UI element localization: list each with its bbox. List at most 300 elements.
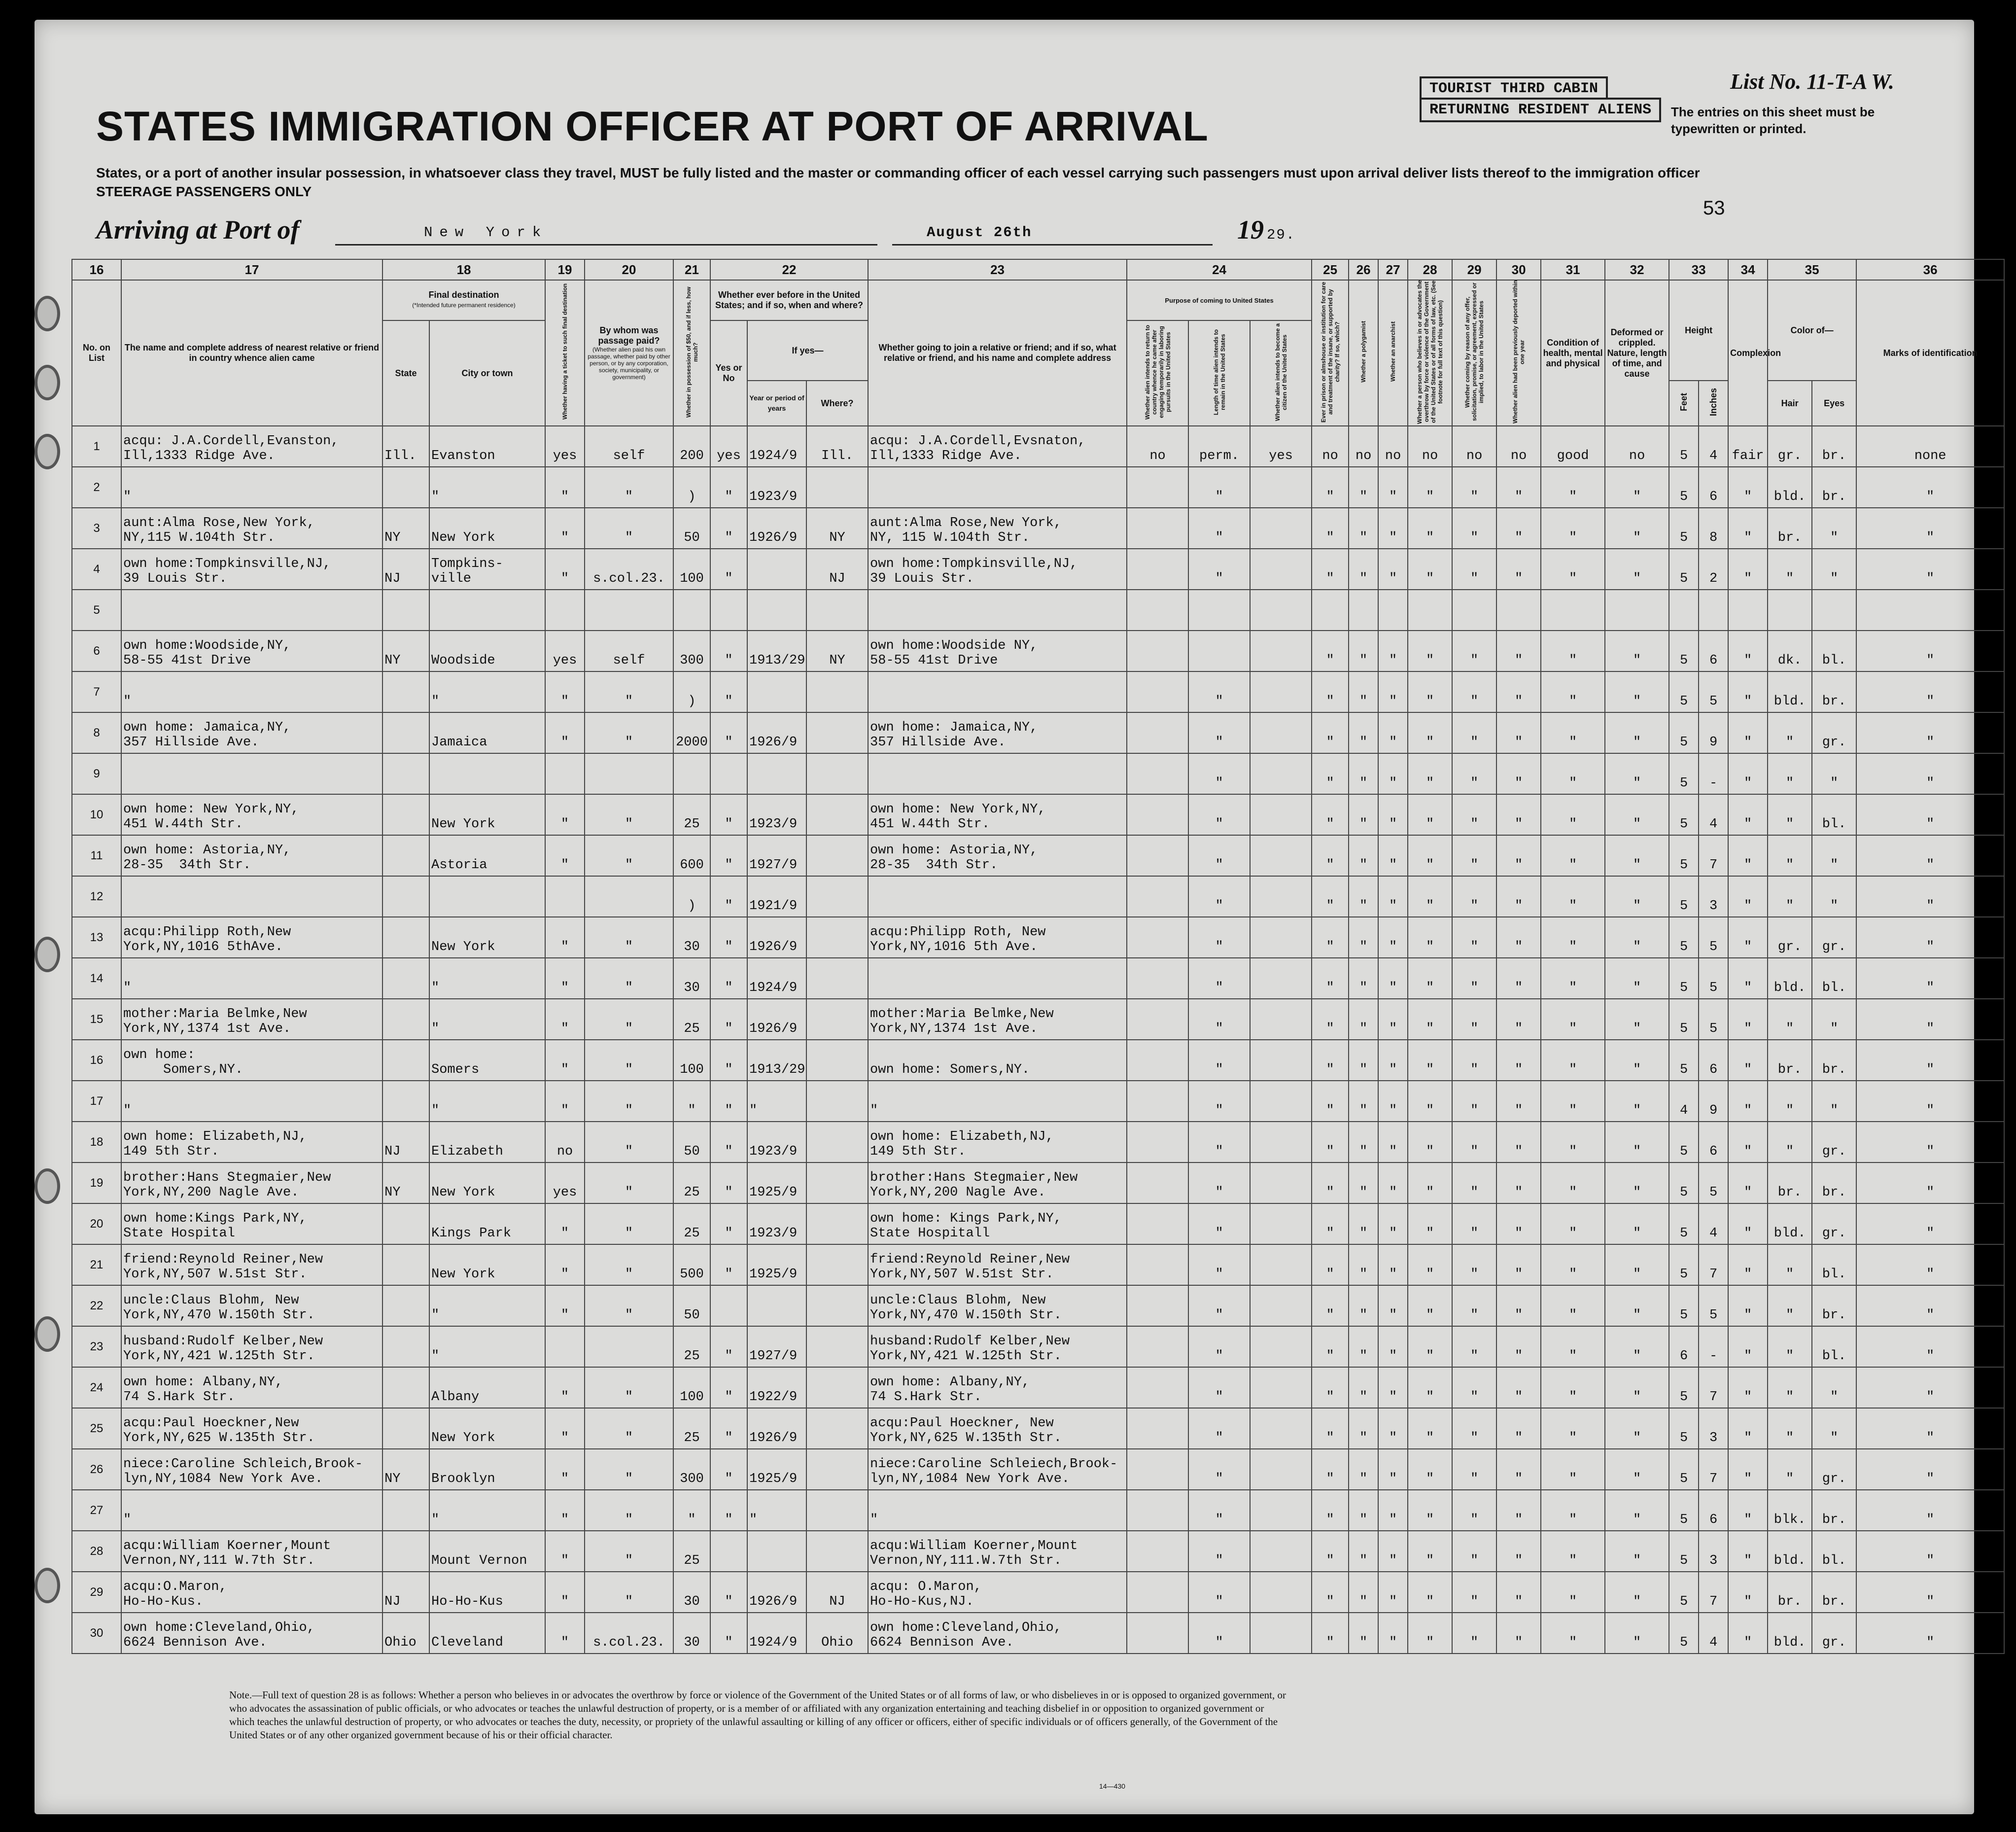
paid-by-label: By whom was passage paid? — [598, 325, 660, 346]
year-prefix: 19 — [1237, 215, 1264, 245]
colnum: 20 — [585, 259, 673, 280]
relative-cell: brother:Hans Stegmaier,New York,NY,200 Nagle Ave. — [121, 1163, 382, 1203]
purpose-citizen-cell — [1250, 1244, 1312, 1285]
height-inches-cell: 7 — [1699, 835, 1728, 876]
ticket-cell: " — [545, 1531, 585, 1572]
header-deformed: Deformed or crippled. Nature, length of time, and cause — [1605, 280, 1669, 426]
deported-cell: " — [1496, 1367, 1541, 1408]
before-where-cell — [806, 835, 868, 876]
marks-cell: " — [1856, 1531, 2004, 1572]
deformed-cell: " — [1605, 958, 1669, 999]
header-purpose-b — [1188, 320, 1250, 426]
joining-cell: acqu: O.Maron, Ho-Ho-Kus,NJ. — [868, 1572, 1127, 1613]
table-row — [72, 1367, 2004, 1408]
paid-by-cell — [585, 876, 673, 917]
relative-cell: own home: Somers,NY. — [121, 1040, 382, 1081]
form-number: 14—430 — [1099, 1782, 1125, 1790]
ticket-cell: " — [545, 1285, 585, 1326]
state-cell: NJ — [382, 1122, 429, 1163]
hair-cell: gr. — [1768, 917, 1812, 958]
purpose-return-cell — [1127, 876, 1188, 917]
polygamist-cell: " — [1349, 671, 1378, 712]
purpose-citizen-cell — [1250, 835, 1312, 876]
height-inches-cell: 8 — [1699, 508, 1728, 549]
complexion-cell: " — [1728, 1408, 1768, 1449]
purpose-return-cell — [1127, 712, 1188, 753]
relative-cell: acqu:O.Maron, Ho-Ho-Kus. — [121, 1572, 382, 1613]
state-cell — [382, 1040, 429, 1081]
height-inches-cell: 6 — [1699, 467, 1728, 508]
header-deported — [1496, 280, 1541, 426]
ticket-cell — [545, 1326, 585, 1367]
table-row — [72, 508, 2004, 549]
relative-cell: husband:Rudolf Kelber,New York,NY,421 W.125th Str. — [121, 1326, 382, 1367]
before-yes-no-cell: " — [710, 712, 747, 753]
relative-cell: aunt:Alma Rose,New York, NY,115 W.104th Str. — [121, 508, 382, 549]
prison-cell: " — [1312, 1326, 1349, 1367]
condition-cell: " — [1541, 794, 1605, 835]
before-yes-no-cell: " — [710, 1203, 747, 1244]
state-cell: NY — [382, 1163, 429, 1203]
table-row — [72, 835, 2004, 876]
paid-by-cell — [585, 590, 673, 631]
prison-cell: " — [1312, 1613, 1349, 1654]
purpose-citizen-cell — [1250, 1449, 1312, 1490]
complexion-cell: " — [1728, 958, 1768, 999]
city-cell: Cleveland — [429, 1613, 545, 1654]
hair-cell: br. — [1768, 1572, 1812, 1613]
prison-cell: " — [1312, 1244, 1349, 1285]
ticket-cell: " — [545, 1040, 585, 1081]
header-purpose-a — [1127, 320, 1188, 426]
offer-cell: " — [1452, 1408, 1496, 1449]
binder-hole — [35, 1568, 60, 1603]
purpose-return-cell — [1127, 1244, 1188, 1285]
complexion-cell: " — [1728, 753, 1768, 794]
table-row — [72, 1408, 2004, 1449]
condition-cell: " — [1541, 712, 1605, 753]
deported-cell: " — [1496, 1449, 1541, 1490]
condition-cell: " — [1541, 1490, 1605, 1531]
overthrow-cell: " — [1408, 958, 1452, 999]
polygamist-cell: " — [1349, 467, 1378, 508]
anarchist-cell: " — [1378, 794, 1408, 835]
state-cell — [382, 467, 429, 508]
money-cell: 2000 — [673, 712, 710, 753]
money-cell: ) — [673, 467, 710, 508]
purpose-return-cell — [1127, 1490, 1188, 1531]
paid-by-cell: " — [585, 999, 673, 1040]
marks-cell: " — [1856, 1163, 2004, 1203]
colnum: 23 — [868, 259, 1127, 280]
table-row — [72, 1203, 2004, 1244]
entries-note: The entries on this sheet must be typewritten or printed. — [1671, 105, 1875, 136]
purpose-return-cell — [1127, 917, 1188, 958]
money-cell — [673, 753, 710, 794]
relative-cell: own home: Astoria,NY, 28-35 34th Str. — [121, 835, 382, 876]
paid-by-cell: " — [585, 1285, 673, 1326]
height-inches-cell: 7 — [1699, 1367, 1728, 1408]
eyes-cell: " — [1812, 1081, 1856, 1122]
deported-cell: " — [1496, 1531, 1541, 1572]
before-where-cell: NJ — [806, 549, 868, 590]
relative-cell: acqu:Philipp Roth,New York,NY,1016 5thAve. — [121, 917, 382, 958]
purpose-citizen-cell — [1250, 1081, 1312, 1122]
height-inches-cell: 6 — [1699, 1490, 1728, 1531]
deported-cell: " — [1496, 712, 1541, 753]
city-cell: " — [429, 999, 545, 1040]
hair-cell: " — [1768, 876, 1812, 917]
paid-by-cell: s.col.23. — [585, 549, 673, 590]
before-year-cell: 1922/9 — [747, 1367, 806, 1408]
purpose-return-cell — [1127, 1367, 1188, 1408]
ticket-cell — [545, 753, 585, 794]
row-number: 13 — [72, 917, 121, 958]
condition-cell — [1541, 590, 1605, 631]
purpose-citizen-cell — [1250, 999, 1312, 1040]
header-complexion: Complexion — [1728, 280, 1768, 426]
deported-cell: " — [1496, 1081, 1541, 1122]
height-feet-cell: 5 — [1669, 1203, 1699, 1244]
colnum: 24 — [1127, 259, 1312, 280]
relative-cell: niece:Caroline Schleich,Brook- lyn,NY,1084 New York Ave. — [121, 1449, 382, 1490]
purpose-citizen-cell — [1250, 1163, 1312, 1203]
anarchist-cell: " — [1378, 1081, 1408, 1122]
overthrow-cell: " — [1408, 876, 1452, 917]
complexion-cell: " — [1728, 671, 1768, 712]
ticket-cell: " — [545, 1613, 585, 1654]
hair-cell: " — [1768, 794, 1812, 835]
relative-cell: own home: Elizabeth,NJ, 149 5th Str. — [121, 1122, 382, 1163]
before-year-cell: 1923/9 — [747, 467, 806, 508]
deformed-cell — [1605, 590, 1669, 631]
header-before-us: Whether ever before in the United States; and if so, when and where? — [710, 280, 868, 320]
before-year-cell: 1926/9 — [747, 1408, 806, 1449]
city-cell: " — [429, 671, 545, 712]
joining-cell: acqu: J.A.Cordell,Evsnaton, Ill,1333 Ridge Ave. — [868, 426, 1127, 467]
before-where-cell: NY — [806, 508, 868, 549]
before-where-cell — [806, 1244, 868, 1285]
overthrow-cell: " — [1408, 1326, 1452, 1367]
purpose-c-label: Whether alien intends to become a citizen of the United States — [1274, 323, 1288, 421]
ticket-cell: " — [545, 1490, 585, 1531]
header-no-on-list: No. on List — [72, 280, 121, 426]
overthrow-cell: no — [1408, 426, 1452, 467]
deformed-cell: " — [1605, 753, 1669, 794]
prison-cell: " — [1312, 958, 1349, 999]
complexion-cell: " — [1728, 1244, 1768, 1285]
height-feet-cell: 5 — [1669, 958, 1699, 999]
marks-cell: " — [1856, 1326, 2004, 1367]
offer-cell: " — [1452, 631, 1496, 671]
colnum: 36 — [1856, 259, 2004, 280]
height-inches-cell: 6 — [1699, 1122, 1728, 1163]
hair-cell: " — [1768, 753, 1812, 794]
prison-cell: " — [1312, 794, 1349, 835]
eyes-cell: " — [1812, 1408, 1856, 1449]
colnum: 27 — [1378, 259, 1408, 280]
height-inches-cell: 6 — [1699, 631, 1728, 671]
paid-by-cell: " — [585, 1449, 673, 1490]
prison-cell: " — [1312, 1040, 1349, 1081]
money-cell: 100 — [673, 1367, 710, 1408]
marks-cell: " — [1856, 1613, 2004, 1654]
prison-cell: " — [1312, 917, 1349, 958]
offer-cell: " — [1452, 1449, 1496, 1490]
header-money — [673, 280, 710, 426]
class-label-returning: RETURNING RESIDENT ALIENS — [1420, 98, 1661, 122]
prison-cell: " — [1312, 712, 1349, 753]
state-cell: Ohio — [382, 1613, 429, 1654]
deformed-cell: " — [1605, 876, 1669, 917]
marks-cell: " — [1856, 1449, 2004, 1490]
before-year-cell: 1926/9 — [747, 508, 806, 549]
hair-cell: " — [1768, 712, 1812, 753]
eyes-cell: " — [1812, 753, 1856, 794]
before-year-cell: 1923/9 — [747, 1122, 806, 1163]
overthrow-cell: " — [1408, 1572, 1452, 1613]
purpose-return-cell — [1127, 1285, 1188, 1326]
purpose-return-cell — [1127, 1040, 1188, 1081]
binder-hole — [35, 296, 60, 331]
condition-cell: " — [1541, 999, 1605, 1040]
header-final-destination — [382, 280, 545, 320]
state-cell — [382, 1490, 429, 1531]
paid-by-cell: " — [585, 712, 673, 753]
relative-cell: mother:Maria Belmke,New York,NY,1374 1st Ave. — [121, 999, 382, 1040]
before-where-cell — [806, 1163, 868, 1203]
overthrow-cell: " — [1408, 917, 1452, 958]
header-polygamist — [1349, 280, 1378, 426]
eyes-cell: " — [1812, 876, 1856, 917]
overthrow-cell: " — [1408, 549, 1452, 590]
condition-cell: " — [1541, 753, 1605, 794]
before-yes-no-cell: " — [710, 1040, 747, 1081]
eyes-cell: br. — [1812, 1490, 1856, 1531]
paid-by-cell: s.col.23. — [585, 1613, 673, 1654]
relative-cell: own home:Cleveland,Ohio, 6624 Bennison Ave. — [121, 1613, 382, 1654]
city-cell: New York — [429, 1408, 545, 1449]
header-inches — [1699, 381, 1728, 426]
before-yes-no-cell: " — [710, 631, 747, 671]
joining-cell — [868, 876, 1127, 917]
relative-cell: own home:Kings Park,NY, State Hospital — [121, 1203, 382, 1244]
steerage-label: STEERAGE PASSENGERS ONLY — [96, 184, 312, 199]
purpose-return-cell — [1127, 508, 1188, 549]
page-number: 53 — [1703, 197, 1725, 219]
height-feet-cell: 5 — [1669, 1244, 1699, 1285]
before-where-cell — [806, 1367, 868, 1408]
before-yes-no-cell: " — [710, 835, 747, 876]
overthrow-cell: " — [1408, 753, 1452, 794]
purpose-citizen-cell: yes — [1250, 426, 1312, 467]
condition-cell: " — [1541, 1449, 1605, 1490]
row-number: 25 — [72, 1408, 121, 1449]
purpose-a-label: Whether alien intends to return to country whence he came after engaging temporarily in laboring pursuits in the United States — [1144, 324, 1172, 420]
height-inches-cell: 3 — [1699, 1408, 1728, 1449]
row-number: 15 — [72, 999, 121, 1040]
deported-cell: " — [1496, 876, 1541, 917]
header-state: State — [382, 320, 429, 426]
anarchist-cell: " — [1378, 1490, 1408, 1531]
offer-cell: " — [1452, 1122, 1496, 1163]
city-cell: Mount Vernon — [429, 1531, 545, 1572]
state-cell — [382, 794, 429, 835]
hair-cell: br. — [1768, 1040, 1812, 1081]
ticket-cell: " — [545, 999, 585, 1040]
colnum: 34 — [1728, 259, 1768, 280]
polygamist-cell: " — [1349, 1326, 1378, 1367]
deported-cell: " — [1496, 835, 1541, 876]
deformed-cell: " — [1605, 794, 1669, 835]
paid-by-cell: " — [585, 1531, 673, 1572]
city-cell: " — [429, 467, 545, 508]
city-cell: Jamaica — [429, 712, 545, 753]
deformed-cell: " — [1605, 467, 1669, 508]
table-row — [72, 1531, 2004, 1572]
eyes-cell: gr. — [1812, 712, 1856, 753]
purpose-length-cell: " — [1188, 917, 1250, 958]
before-year-cell: 1913/29 — [747, 1040, 806, 1081]
colnum: 16 — [72, 259, 121, 280]
colnum: 31 — [1541, 259, 1605, 280]
hair-cell: " — [1768, 1449, 1812, 1490]
eyes-cell: bl. — [1812, 1326, 1856, 1367]
before-year-cell: 1923/9 — [747, 794, 806, 835]
city-cell: Astoria — [429, 835, 545, 876]
overthrow-cell: " — [1408, 999, 1452, 1040]
before-where-cell — [806, 1040, 868, 1081]
state-cell: Ill. — [382, 426, 429, 467]
relative-cell: own home:Tompkinsville,NJ, 39 Louis Str. — [121, 549, 382, 590]
offer-cell: " — [1452, 876, 1496, 917]
height-inches-cell: - — [1699, 1326, 1728, 1367]
header-overthrow — [1408, 280, 1452, 426]
overthrow-cell: " — [1408, 1490, 1452, 1531]
condition-cell: " — [1541, 1326, 1605, 1367]
before-where-cell — [806, 712, 868, 753]
prison-cell: " — [1312, 508, 1349, 549]
polygamist-cell: " — [1349, 1122, 1378, 1163]
offer-cell: " — [1452, 671, 1496, 712]
before-year-cell: 1923/9 — [747, 1203, 806, 1244]
deported-cell: " — [1496, 631, 1541, 671]
anarchist-cell: " — [1378, 958, 1408, 999]
complexion-cell: " — [1728, 794, 1768, 835]
complexion-cell: " — [1728, 467, 1768, 508]
city-cell: " — [429, 1081, 545, 1122]
relative-cell: " — [121, 671, 382, 712]
relative-cell — [121, 590, 382, 631]
joining-cell: own home: Somers,NY. — [868, 1040, 1127, 1081]
row-number: 1 — [72, 426, 121, 467]
polygamist-cell: " — [1349, 1040, 1378, 1081]
header-eyes: Eyes — [1812, 381, 1856, 426]
purpose-citizen-cell — [1250, 1285, 1312, 1326]
city-cell — [429, 753, 545, 794]
before-where-cell — [806, 1081, 868, 1122]
prison-cell: " — [1312, 1449, 1349, 1490]
before-yes-no-cell — [710, 1531, 747, 1572]
purpose-return-cell — [1127, 999, 1188, 1040]
offer-cell: " — [1452, 1285, 1496, 1326]
relative-cell: own home:Woodside,NY, 58-55 41st Drive — [121, 631, 382, 671]
eyes-cell: gr. — [1812, 1203, 1856, 1244]
purpose-citizen-cell — [1250, 1490, 1312, 1531]
height-feet-cell: 5 — [1669, 835, 1699, 876]
joining-cell: own home:Woodside NY, 58-55 41st Drive — [868, 631, 1127, 671]
anarchist-cell: " — [1378, 999, 1408, 1040]
before-where-cell — [806, 1285, 868, 1326]
paid-by-cell: " — [585, 1203, 673, 1244]
purpose-length-cell: " — [1188, 1285, 1250, 1326]
prison-cell: " — [1312, 1572, 1349, 1613]
overthrow-cell — [1408, 590, 1452, 631]
height-feet-cell: 5 — [1669, 508, 1699, 549]
before-yes-no-cell: " — [710, 917, 747, 958]
marks-cell: " — [1856, 876, 2004, 917]
city-cell — [429, 876, 545, 917]
anarchist-label: Whether an anarchist — [1390, 321, 1397, 382]
condition-cell: " — [1541, 1531, 1605, 1572]
hair-cell: bld. — [1768, 467, 1812, 508]
prison-cell: " — [1312, 1367, 1349, 1408]
overthrow-cell: " — [1408, 631, 1452, 671]
offer-cell: " — [1452, 508, 1496, 549]
anarchist-cell: " — [1378, 1572, 1408, 1613]
condition-cell: " — [1541, 1613, 1605, 1654]
header-yes-no: Yes or No — [710, 320, 747, 426]
money-cell: 30 — [673, 917, 710, 958]
height-inches-cell: 7 — [1699, 1449, 1728, 1490]
polygamist-cell: " — [1349, 1613, 1378, 1654]
anarchist-cell: " — [1378, 753, 1408, 794]
ticket-cell: " — [545, 1203, 585, 1244]
height-feet-cell: 5 — [1669, 1490, 1699, 1531]
marks-cell: " — [1856, 1244, 2004, 1285]
eyes-cell: br. — [1812, 426, 1856, 467]
deported-cell: " — [1496, 1122, 1541, 1163]
marks-cell: " — [1856, 1572, 2004, 1613]
deformed-cell: " — [1605, 1040, 1669, 1081]
ticket-cell — [545, 876, 585, 917]
binder-hole — [35, 434, 60, 469]
complexion-cell: " — [1728, 1367, 1768, 1408]
purpose-length-cell: " — [1188, 1122, 1250, 1163]
hair-cell: " — [1768, 1122, 1812, 1163]
polygamist-cell: " — [1349, 712, 1378, 753]
offer-cell: " — [1452, 1163, 1496, 1203]
header-city: City or town — [429, 320, 545, 426]
row-number: 11 — [72, 835, 121, 876]
state-cell — [382, 1326, 429, 1367]
deported-cell — [1496, 590, 1541, 631]
before-year-cell: 1924/9 — [747, 426, 806, 467]
city-cell: Ho-Ho-Kus — [429, 1572, 545, 1613]
joining-cell — [868, 467, 1127, 508]
row-number: 23 — [72, 1326, 121, 1367]
table-row — [72, 1326, 2004, 1367]
header-height: Height — [1669, 280, 1728, 381]
offer-cell: " — [1452, 958, 1496, 999]
eyes-cell: gr. — [1812, 1449, 1856, 1490]
state-cell — [382, 917, 429, 958]
purpose-length-cell: " — [1188, 467, 1250, 508]
deported-cell: " — [1496, 467, 1541, 508]
class-label-tourist: TOURIST THIRD CABIN — [1420, 76, 1608, 99]
purpose-return-cell — [1127, 590, 1188, 631]
relative-cell: own home: New York,NY, 451 W.44th Str. — [121, 794, 382, 835]
